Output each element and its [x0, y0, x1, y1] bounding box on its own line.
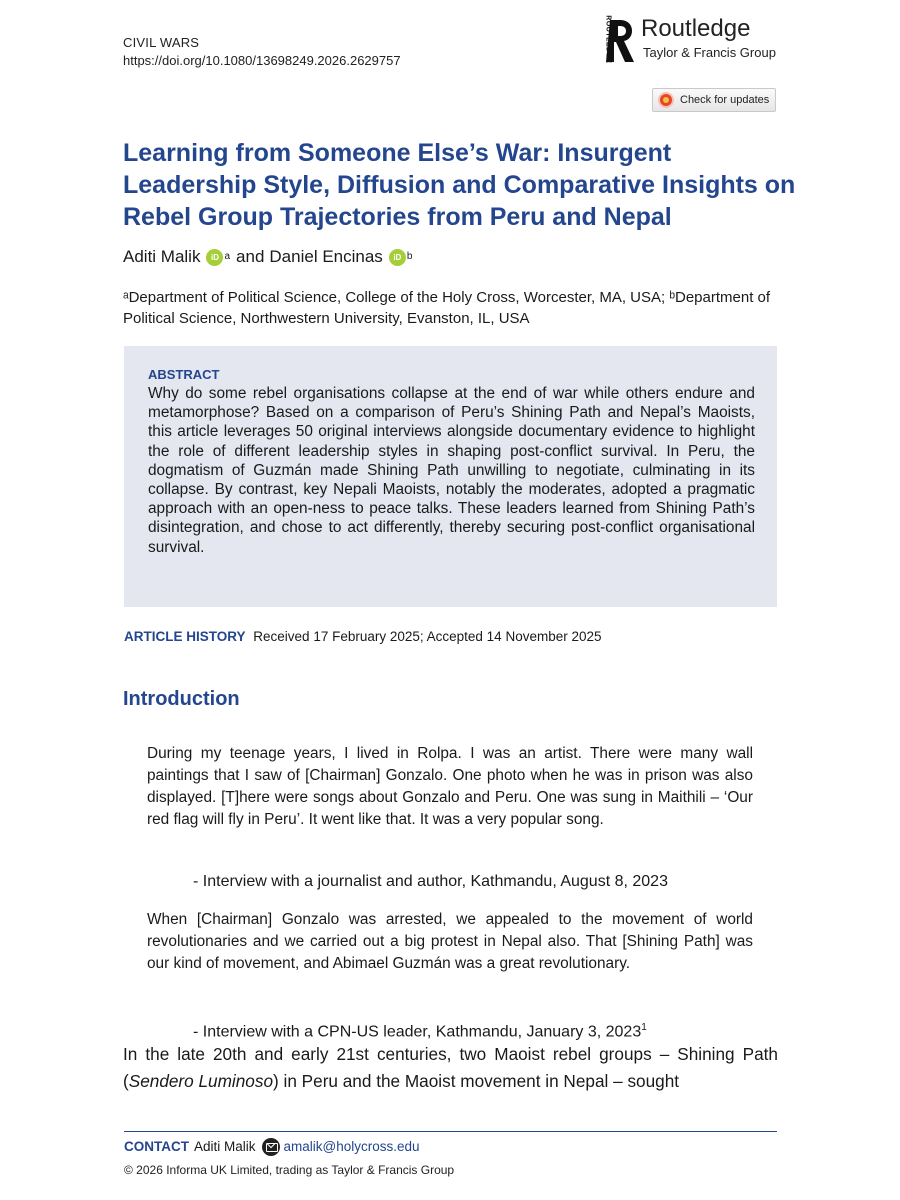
publisher-group: Taylor & Francis Group: [643, 45, 776, 60]
article-history: [124, 628, 602, 646]
abstract-heading: ABSTRACT: [148, 367, 220, 382]
author-joiner: and: [236, 247, 265, 266]
doi-link[interactable]: https://doi.org/10.1080/13698249.2026.2629757: [123, 53, 401, 68]
block-quote: During my teenage years, I lived in Rolpa. I was an artist. There were many wall paintings that I saw of [Chairman] Gonzalo. One photo when he was in prison was also displayed. [T]here were songs about Gonzalo and Peru. One was sung in Maithili – ‘Our red flag will fly in Peru’. It went like that. It was a very popular song.: [147, 745, 753, 828]
publisher-logo[interactable]: [598, 14, 788, 66]
body-text-start: In the late 20th and early 21st centuries, two Maoist rebel groups – Shining Path (: [123, 1044, 778, 1091]
orcid-icon[interactable]: iD: [389, 249, 406, 266]
affiliations: ᵃDepartment of Political Science, College of the Holy Cross, Worcester, MA, USA; ᵇDepartment of Political Science, Northwestern University, Evanston, IL, USA: [123, 289, 771, 327]
section-heading: Introduction: [123, 688, 240, 710]
contact-label: CONTACT: [124, 1139, 189, 1154]
journal-name: CIVIL WARS: [123, 35, 200, 50]
author-affiliation-mark: b: [406, 251, 413, 262]
envelope-icon[interactable]: [262, 1138, 280, 1156]
quote-attribution-text: - Interview with a CPN-US leader, Kathmandu, January 3, 2023: [193, 1023, 642, 1041]
copyright-notice: © 2026 Informa UK Limited, trading as Taylor & Francis Group: [124, 1163, 455, 1177]
footnote-marker[interactable]: 1: [641, 1022, 647, 1033]
orcid-icon[interactable]: iD: [206, 249, 223, 266]
article-history-label: ARTICLE HISTORY: [124, 629, 246, 644]
footer-divider: [124, 1131, 777, 1132]
abstract-text: Why do some rebel organisations collapse at the end of war while others endure and metamorphose? Based on a comparison of Peru’s Shining Path and Nepal’s Maoists, this article leverages 50 original interviews alongside documentary evidence to highlight the role of different leadership styles in shaping post-conflict survival. In Peru, the dogmatism of Guzmán made Shining Path unwilling to negotiate, culminating in its collapse. By contrast, key Nepali Maoists, notably the moderates, adopted a pragmatic approach with an open-ness to peace talks. These leaders learned from Shining Path’s disintegration, and chose to act differently, thereby securing post-conflict organisational survival.: [148, 385, 755, 556]
body-text-end: ) in Peru and the Maoist movement in Nepal – sought: [273, 1071, 680, 1091]
publisher-vertical-wordmark: ROUTLEDGE: [604, 15, 612, 64]
author-affiliation-mark: a: [224, 251, 231, 262]
journal-header: [123, 34, 401, 70]
quote-attribution: [193, 1017, 647, 1043]
article-title: Learning from Someone Else’s War: Insurgent Leadership Style, Diffusion and Comparative Insights on Rebel Group Trajectories from Peru and Nepal: [123, 139, 796, 231]
publisher-name: Routledge: [641, 15, 751, 42]
check-for-updates-label: Check for updates: [680, 94, 770, 106]
article-history-dates: Received 17 February 2025; Accepted 14 November 2025: [253, 629, 602, 644]
quote-attribution: - Interview with a journalist and author, Kathmandu, August 8, 2023: [193, 873, 668, 890]
author-list: [123, 245, 412, 269]
abstract-box: [124, 346, 777, 607]
check-for-updates-button[interactable]: [652, 88, 776, 112]
crossmark-icon: [658, 92, 674, 108]
block-quote: When [Chairman] Gonzalo was arrested, we appealed to the movement of world revolutionaries and we carried out a big protest in Nepal also. That [Shining Path] was our kind of movement, and Abimael Guzmán was a great revolutionary.: [147, 911, 753, 972]
body-paragraph: [123, 1041, 778, 1095]
routledge-r-logo-icon: [598, 16, 634, 64]
author-name[interactable]: Aditi Malik: [123, 247, 201, 266]
contact-email-link[interactable]: amalik@holycross.edu: [283, 1139, 420, 1154]
contact-name: Aditi Malik: [194, 1139, 256, 1154]
contact-line: [124, 1138, 420, 1156]
author-name[interactable]: Daniel Encinas: [269, 247, 383, 266]
body-text-italic: Sendero Luminoso: [128, 1071, 274, 1091]
